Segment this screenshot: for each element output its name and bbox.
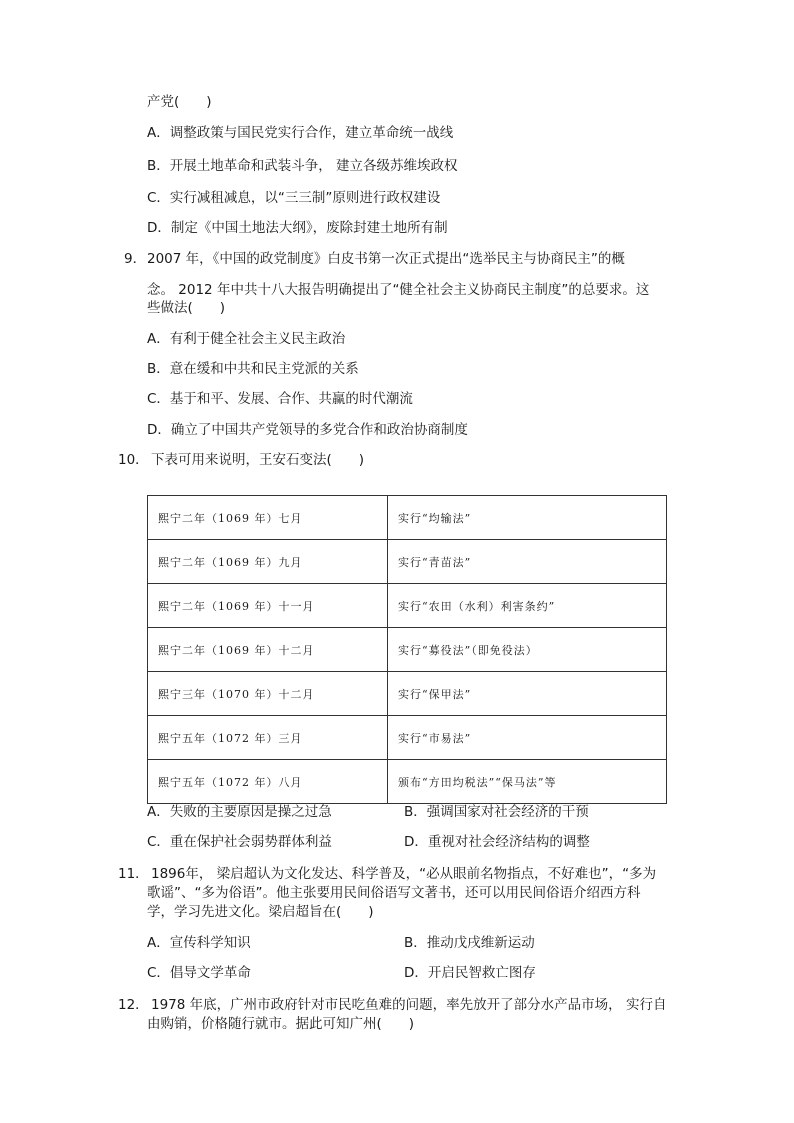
q11-option-c[interactable]: C．倡导文学革命: [147, 965, 251, 981]
q8-stem-tail: 产党( ): [147, 94, 212, 110]
table-cell-date: 熙宁三年（1070 年）十二月: [148, 672, 388, 716]
q12-stem-line-1: 1978 年底，广州市政府针对市民吃鱼难的问题，率先放开了部分水产品市场， 实行自: [151, 997, 667, 1013]
table-cell-policy: 颁布“方田均税法”“保马法”等: [388, 760, 667, 804]
q9-option-d[interactable]: D．确立了中国共产党领导的多党合作和政治协商制度: [147, 422, 468, 438]
table-cell-policy: 实行“保甲法”: [388, 672, 667, 716]
q11-stem-line-3: 学，学习先进文化。梁启超旨在( ): [147, 904, 374, 920]
table-row: [148, 760, 667, 804]
q10-option-a[interactable]: A．失败的主要原因是操之过急: [147, 804, 332, 820]
q8-option-b[interactable]: B．开展土地革命和武装斗争， 建立各级苏维埃政权: [147, 158, 458, 174]
q9-stem-line-3: 些做法( ): [147, 300, 226, 316]
table-cell-policy: 实行“市易法”: [388, 716, 667, 760]
q11-stem-line-2: 歌谣”、“多为俗语”。他主张要用民间俗语写文著书，还可以用民间俗语介绍西方科: [147, 885, 641, 901]
table-cell-policy: 实行“农田（水利）利害条约”: [388, 584, 667, 628]
q11-stem-line-1: 1896年， 梁启超认为文化发达、科学普及，“必从眼前名物指点，不好难也”，“多为: [151, 866, 657, 882]
q8-option-c[interactable]: C．实行减租减息，以“三三制”原则进行政权建设: [147, 190, 441, 206]
q10-stem: 下表可用来说明，王安石变法( ): [151, 452, 365, 468]
q8-option-a[interactable]: A．调整政策与国民党实行合作，建立革命统一战线: [147, 125, 454, 141]
table-row: [148, 496, 667, 540]
q9-number: 9．: [124, 251, 147, 267]
q11-option-a[interactable]: A．宣传科学知识: [147, 935, 251, 951]
q10-option-d[interactable]: D．重视对社会经济结构的调整: [404, 834, 590, 850]
table-row: [148, 540, 667, 584]
table-row: [148, 628, 667, 672]
table-row: [148, 584, 667, 628]
table-row: [148, 672, 667, 716]
table-cell-date: 熙宁五年（1072 年）三月: [148, 716, 388, 760]
q11-option-d[interactable]: D．开启民智救亡图存: [404, 965, 536, 981]
q9-option-a[interactable]: A．有利于健全社会主义民主政治: [147, 331, 346, 347]
table-cell-policy: 实行“均输法”: [388, 496, 667, 540]
q10-option-c[interactable]: C．重在保护社会弱势群体利益: [147, 834, 332, 850]
q9-stem-line-1: 2007 年，《中国的政党制度》白皮书第一次正式提出“选举民主与协商民主”的概: [147, 251, 625, 267]
table-row: [148, 716, 667, 760]
q11-number: 11．: [118, 866, 149, 882]
q9-option-c[interactable]: C．基于和平、发展、合作、共赢的时代潮流: [147, 391, 413, 407]
q12-number: 12．: [118, 997, 149, 1013]
q10-option-b[interactable]: B．强调国家对社会经济的干预: [404, 804, 589, 820]
q8-option-d[interactable]: D．制定《中国土地法大纲》，废除封建土地所有制: [147, 220, 448, 236]
table-cell-policy: 实行“青苗法”: [388, 540, 667, 584]
q9-stem-line-2: 念。 2012 年中共十八大报告明确提出了“健全社会主义协商民主制度”的总要求。这: [147, 282, 650, 298]
table-cell-date: 熙宁二年（1069 年）十一月: [148, 584, 388, 628]
reform-table: [147, 495, 667, 800]
table-cell-date: 熙宁二年（1069 年）七月: [148, 496, 388, 540]
q9-option-b[interactable]: B．意在缓和中共和民主党派的关系: [147, 361, 359, 377]
table-cell-date: 熙宁二年（1069 年）九月: [148, 540, 388, 584]
table-cell-policy: 实行“募役法”（即免役法）: [388, 628, 667, 672]
q11-option-b[interactable]: B．推动戊戌维新运动: [404, 935, 535, 951]
q10-number: 10．: [118, 452, 149, 468]
q12-stem-line-2: 由购销，价格随行就市。据此可知广州( ): [147, 1016, 415, 1032]
table-cell-date: 熙宁二年（1069 年）十二月: [148, 628, 388, 672]
table-cell-date: 熙宁五年（1072 年）八月: [148, 760, 388, 804]
